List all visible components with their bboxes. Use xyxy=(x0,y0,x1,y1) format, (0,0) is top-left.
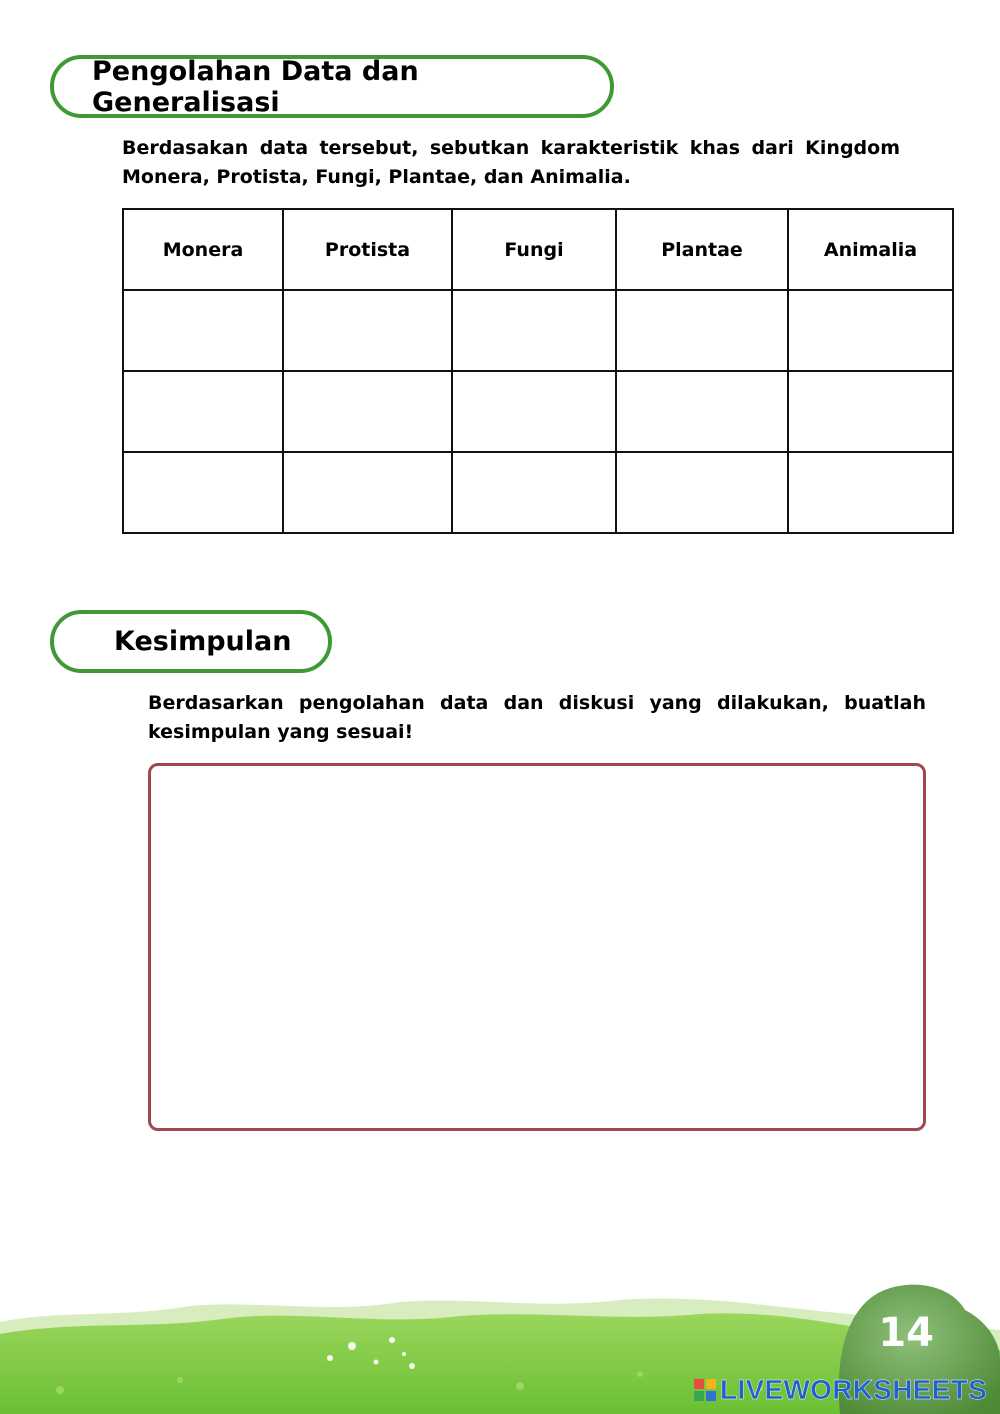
answer-cell[interactable] xyxy=(283,371,452,452)
answer-cell[interactable] xyxy=(616,452,788,533)
header-monera: Monera xyxy=(123,209,283,290)
answer-cell[interactable] xyxy=(452,371,616,452)
instruction-text: Berdasakan data tersebut, sebutkan karakteristik khas dari Kingdom Monera, Protista, Fungi, Plantae, dan Animalia. xyxy=(122,137,900,188)
answer-cell[interactable] xyxy=(283,452,452,533)
answer-cell[interactable] xyxy=(123,290,283,371)
brand-text: LIVEWORKSHEETS xyxy=(720,1374,988,1405)
header-protista: Protista xyxy=(283,209,452,290)
answer-cell[interactable] xyxy=(123,452,283,533)
header-fungi: Fungi xyxy=(452,209,616,290)
header-animalia: Animalia xyxy=(788,209,953,290)
answer-cell[interactable] xyxy=(283,290,452,371)
answer-cell[interactable] xyxy=(788,452,953,533)
liveworksheets-grid-icon xyxy=(694,1379,716,1401)
section-title-text: Pengolahan Data dan Generalisasi xyxy=(92,55,419,118)
liveworksheets-logo xyxy=(694,1374,987,1406)
kingdom-table xyxy=(122,208,954,534)
table-row xyxy=(123,452,953,533)
conclusion-instruction: Berdasarkan pengolahan data dan diskusi yang dilakukan, buatlah kesimpulan yang sesuai! xyxy=(148,692,926,743)
page-number: 14 xyxy=(878,1310,934,1356)
table-row xyxy=(123,290,953,371)
answer-cell[interactable] xyxy=(788,371,953,452)
answer-cell[interactable] xyxy=(123,371,283,452)
answer-cell[interactable] xyxy=(452,452,616,533)
answer-cell[interactable] xyxy=(788,290,953,371)
table-row xyxy=(123,371,953,452)
section-title-text: Kesimpulan xyxy=(114,626,292,657)
conclusion-answer-box[interactable] xyxy=(148,763,926,1131)
section-title-kesimpulan xyxy=(50,610,332,673)
section-title-pengolahan xyxy=(50,55,614,118)
header-plantae: Plantae xyxy=(616,209,788,290)
answer-cell[interactable] xyxy=(616,290,788,371)
answer-cell[interactable] xyxy=(452,290,616,371)
table-header-row xyxy=(123,209,953,290)
answer-cell[interactable] xyxy=(616,371,788,452)
